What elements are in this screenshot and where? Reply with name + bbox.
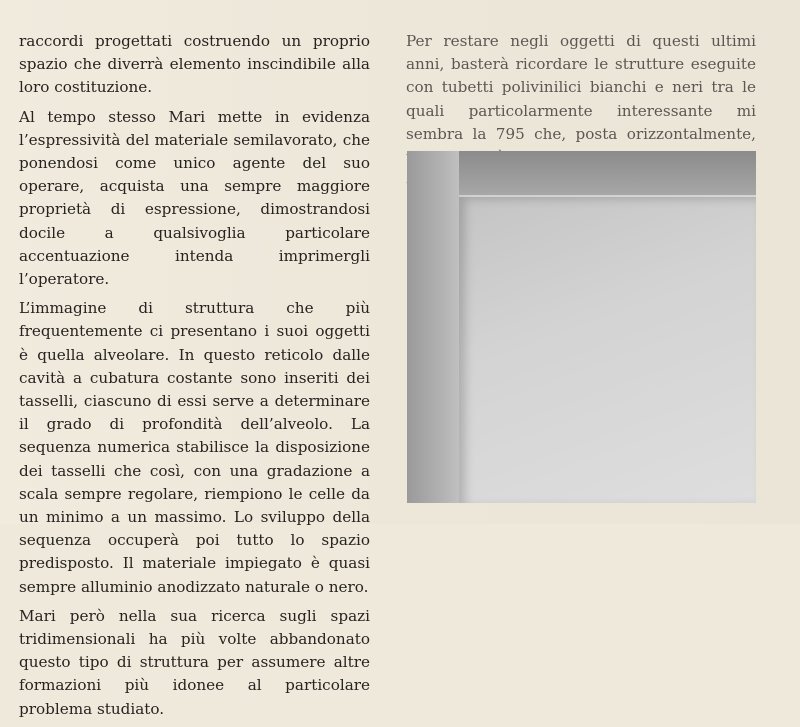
right-paragraph: Per restare negli oggetti di questi ultimi anni, basterà ricordare le strutture eseguite con tubetti polivinilici bianchi e neri tra le quali particolarmente interessante mi sembra la 795 che, posta orizzontalmente,: [406, 32, 756, 143]
paragraph-3: L’immagine di struttura che più frequentemente ci presentano i suoi oggetti è quella alveolare. In questo reticolo dalle cavità a cubatura costante sono inseriti dei tasselli, ciascuno di essi serve a determinare il grado di profondità dell’alveolo. La sequenza numerica stabilisce la disposizione dei tasselli che così, con una gradazione a scala sempre regolare, riempiono le celle da un minimo a un massimo. Lo sviluppo della sequenza occuperà poi tutto lo spazio predisposto. Il materiale impiegato è quasi sempre alluminio anodizzato naturale o nero.: [19, 299, 370, 596]
paragraph-1: raccordi progettati costruendo un proprio spazio che diverrà elemento inscindibile alla loro costituzione.: [19, 32, 370, 97]
paragraph-4: Mari però nella sua ricerca sugli spazi tridimensionali ha più volte abbandonato questo tipo di struttura per assumere altre formazioni più idonee al particolare problema studiato.: [19, 606, 370, 718]
photo-left-face: [407, 151, 459, 503]
photo-highlight-edge: [459, 195, 756, 197]
photo-inner-panel: [459, 195, 756, 503]
photo-top-face: [407, 151, 756, 195]
left-text-column: [19, 30, 370, 727]
artwork-photograph: [407, 151, 756, 503]
paragraph-2: Al tempo stesso Mari mette in evidenza l’espressività del materiale semilavorato, che ponendosi come unico agente del suo operare, acquista una sempre maggiore proprietà di espressione, dimostrandosi docile a qualsivoglia particolare accentuazione intenda imprimergli l’operatore.: [19, 107, 370, 289]
